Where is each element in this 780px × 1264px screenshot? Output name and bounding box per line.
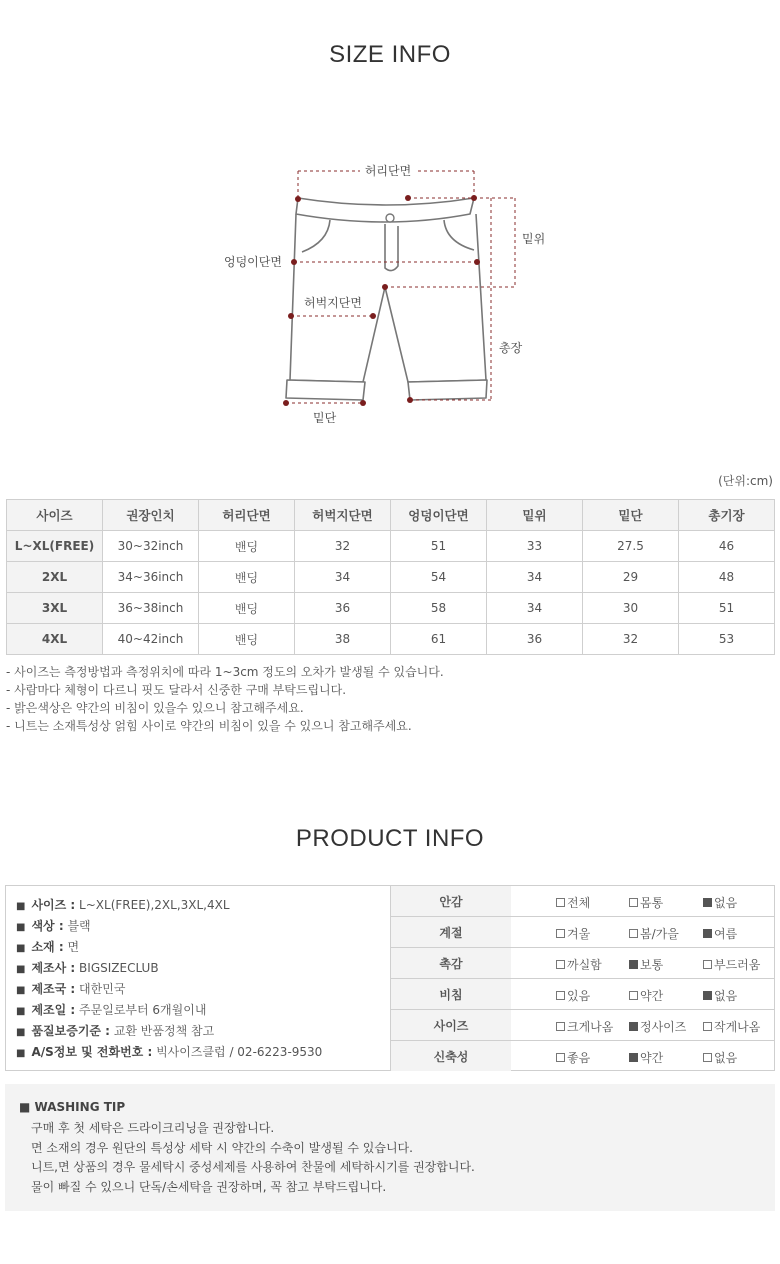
unchecked-box-icon <box>629 929 638 938</box>
size-info-title: SIZE INFO <box>329 41 451 68</box>
spec-value: 주문일로부터 6개월이내 <box>79 1003 207 1017</box>
table-cell: 38 <box>295 624 391 655</box>
shorts-measurement-diagram <box>0 150 780 440</box>
attribute-row <box>391 948 774 979</box>
option-label: 크게나옴 <box>567 1020 614 1034</box>
table-cell: 27.5 <box>583 531 679 562</box>
bullet-square-icon: ■ <box>16 964 26 975</box>
attribute-options <box>511 917 774 948</box>
option-label: 겨울 <box>567 927 591 941</box>
attribute-option <box>629 894 663 911</box>
bullet-square-icon: ■ <box>16 922 26 933</box>
bullet-square-icon: ■ <box>16 985 26 996</box>
option-label: 정사이즈 <box>640 1020 687 1034</box>
spec-key: 제조사 : <box>31 961 76 975</box>
table-cell: 34 <box>487 593 583 624</box>
unchecked-box-icon <box>703 1022 712 1031</box>
col-hem: 밑단 <box>583 500 679 531</box>
option-label: 없음 <box>714 989 738 1003</box>
size-notes <box>6 663 444 735</box>
spec-value: 교환 반품정책 참고 <box>113 1024 215 1038</box>
table-row <box>7 593 775 624</box>
size-table <box>6 499 775 655</box>
attribute-option <box>703 1018 760 1035</box>
attribute-option <box>556 894 590 911</box>
product-attribute-table <box>391 886 774 1071</box>
spec-key: 사이즈 : <box>31 898 76 912</box>
label-thigh: 허벅지단면 <box>304 296 362 310</box>
unchecked-box-icon <box>703 1053 712 1062</box>
table-cell: 34 <box>295 562 391 593</box>
attribute-option <box>629 987 663 1004</box>
table-cell: 61 <box>391 624 487 655</box>
option-label: 작게나옴 <box>714 1020 761 1034</box>
attribute-option <box>556 956 602 973</box>
bullet-square-icon: ■ <box>16 1048 26 1059</box>
spec-key: 제조국 : <box>31 982 76 996</box>
table-cell: 29 <box>583 562 679 593</box>
bullet-square-icon: ■ <box>16 901 26 912</box>
table-cell: 밴딩 <box>199 562 295 593</box>
attribute-option <box>703 894 737 911</box>
unchecked-box-icon <box>703 960 712 969</box>
option-label: 봄/가을 <box>640 927 679 941</box>
table-cell: 36~38inch <box>103 593 199 624</box>
bullet-square-icon: ■ <box>16 943 26 954</box>
attribute-option <box>629 956 663 973</box>
spec-line <box>6 1000 390 1021</box>
attribute-row <box>391 1010 774 1041</box>
washing-tip-title: ■ WASHING TIP <box>19 1100 126 1114</box>
attribute-option <box>703 1049 737 1066</box>
attribute-label: 신축성 <box>391 1041 511 1072</box>
checked-box-icon <box>629 1053 638 1062</box>
col-hip: 엉덩이단면 <box>391 500 487 531</box>
option-label: 있음 <box>567 989 591 1003</box>
attribute-options <box>511 1041 774 1072</box>
spec-value: 빅사이즈클럽 / 02-6223-9530 <box>156 1045 323 1059</box>
table-cell: 36 <box>487 624 583 655</box>
washing-tip-lines <box>31 1119 475 1197</box>
unchecked-box-icon <box>556 960 565 969</box>
table-cell: 53 <box>679 624 775 655</box>
product-info-box <box>5 885 775 1071</box>
attribute-row <box>391 886 774 917</box>
attribute-options <box>511 948 774 979</box>
unchecked-box-icon <box>629 991 638 1000</box>
unchecked-box-icon <box>556 1022 565 1031</box>
label-rise: 밑위 <box>522 232 546 246</box>
table-cell: 밴딩 <box>199 624 295 655</box>
note-line: - 니트는 소재특성상 얽힘 사이로 약간의 비침이 있을 수 있으니 참고해주세요. <box>6 719 412 733</box>
attribute-option <box>556 1049 590 1066</box>
label-hip: 엉덩이단면 <box>224 255 282 269</box>
col-rise: 밑위 <box>487 500 583 531</box>
option-label: 없음 <box>714 896 738 910</box>
spec-key: 소재 : <box>31 940 64 954</box>
col-waist: 허리단면 <box>199 500 295 531</box>
table-cell: 36 <box>295 593 391 624</box>
spec-value: L~XL(FREE),2XL,3XL,4XL <box>79 898 230 912</box>
table-cell: 40~42inch <box>103 624 199 655</box>
attribute-option <box>703 925 737 942</box>
table-cell: 54 <box>391 562 487 593</box>
attribute-options <box>511 1010 774 1041</box>
col-thigh: 허벅지단면 <box>295 500 391 531</box>
spec-key: 제조일 : <box>31 1003 76 1017</box>
attribute-option <box>556 987 590 1004</box>
spec-line <box>6 958 390 979</box>
table-cell: 46 <box>679 531 775 562</box>
attribute-options <box>511 979 774 1010</box>
option-label: 여름 <box>714 927 738 941</box>
spec-line <box>6 916 390 937</box>
table-cell: 30 <box>583 593 679 624</box>
table-cell: 4XL <box>7 624 103 655</box>
spec-line <box>6 1021 390 1042</box>
table-cell: 밴딩 <box>199 531 295 562</box>
option-label: 전체 <box>567 896 591 910</box>
attribute-label: 촉감 <box>391 948 511 979</box>
attribute-label: 비침 <box>391 979 511 1010</box>
option-label: 까실함 <box>567 958 602 972</box>
col-length: 총기장 <box>679 500 775 531</box>
option-label: 좋음 <box>567 1051 591 1065</box>
note-line: - 사람마다 체형이 다르니 핏도 달라서 신중한 구매 부탁드립니다. <box>6 683 347 697</box>
attribute-option <box>629 1049 663 1066</box>
option-label: 부드러움 <box>714 958 761 972</box>
unchecked-box-icon <box>556 991 565 1000</box>
note-line: - 사이즈는 측정방법과 측정위치에 따라 1~3cm 정도의 오차가 발생될 수 있습니다. <box>6 665 444 679</box>
table-cell: 30~32inch <box>103 531 199 562</box>
attribute-option <box>629 925 679 942</box>
attribute-options <box>511 886 774 917</box>
attribute-option <box>629 1018 686 1035</box>
unchecked-box-icon <box>556 929 565 938</box>
option-label: 몸통 <box>640 896 664 910</box>
bullet-square-icon: ■ <box>16 1027 26 1038</box>
table-cell: 33 <box>487 531 583 562</box>
spec-line <box>6 1042 390 1063</box>
col-size: 사이즈 <box>7 500 103 531</box>
option-label: 없음 <box>714 1051 738 1065</box>
table-cell: 48 <box>679 562 775 593</box>
attribute-option <box>556 1018 613 1035</box>
table-cell: 34~36inch <box>103 562 199 593</box>
option-label: 약간 <box>640 989 664 1003</box>
spec-value: 대한민국 <box>79 982 126 996</box>
option-label: 약간 <box>640 1051 664 1065</box>
table-cell: 51 <box>679 593 775 624</box>
attribute-label: 안감 <box>391 886 511 917</box>
table-cell: L~XL(FREE) <box>7 531 103 562</box>
table-cell: 밴딩 <box>199 593 295 624</box>
checked-box-icon <box>703 991 712 1000</box>
checked-box-icon <box>703 929 712 938</box>
table-row <box>7 562 775 593</box>
spec-value: 면 <box>67 940 80 954</box>
label-waist: 허리단면 <box>364 164 412 178</box>
label-length: 총장 <box>499 341 523 355</box>
washing-tip-line: 니트,면 상품의 경우 물세탁시 중성세제를 사용하여 찬물에 세탁하시기를 권장합니다. <box>31 1160 475 1174</box>
attribute-label: 계절 <box>391 917 511 948</box>
attribute-row <box>391 979 774 1010</box>
checked-box-icon <box>703 898 712 907</box>
label-hem: 밑단 <box>313 411 337 425</box>
washing-tip-line: 면 소재의 경우 원단의 특성상 세탁 시 약간의 수축이 발생될 수 있습니다. <box>31 1140 413 1155</box>
table-cell: 2XL <box>7 562 103 593</box>
spec-line <box>6 979 390 1000</box>
product-info-title: PRODUCT INFO <box>295 825 485 852</box>
table-cell: 3XL <box>7 593 103 624</box>
attribute-label: 사이즈 <box>391 1010 511 1041</box>
table-cell: 58 <box>391 593 487 624</box>
washing-tip-box <box>5 1084 775 1211</box>
spec-key: 색상 : <box>31 919 64 933</box>
unchecked-box-icon <box>556 898 565 907</box>
attribute-option <box>703 987 737 1004</box>
attribute-option <box>703 956 760 973</box>
note-line: - 밝은색상은 약간의 비침이 있을수 있으니 참고해주세요. <box>6 701 304 715</box>
spec-line <box>6 937 390 958</box>
bullet-square-icon: ■ <box>16 1006 26 1017</box>
table-cell: 34 <box>487 562 583 593</box>
table-cell: 51 <box>391 531 487 562</box>
product-spec-list <box>6 886 391 1070</box>
option-label: 보통 <box>640 958 664 972</box>
spec-line <box>6 895 390 916</box>
checked-box-icon <box>629 960 638 969</box>
attribute-row <box>391 917 774 948</box>
table-row <box>7 624 775 655</box>
table-cell: 32 <box>583 624 679 655</box>
washing-tip-line: 물이 빠질 수 있으니 단독/손세탁을 권장하며, 꼭 참고 부탁드립니다. <box>31 1179 387 1194</box>
unit-label: (단위:cm) <box>718 474 773 488</box>
spec-key: 품질보증기준 : <box>31 1024 110 1038</box>
size-table-header <box>7 500 775 531</box>
unchecked-box-icon <box>556 1053 565 1062</box>
spec-value: 블랙 <box>67 919 91 933</box>
unchecked-box-icon <box>629 898 638 907</box>
attribute-row <box>391 1041 774 1072</box>
table-row <box>7 531 775 562</box>
col-inch: 권장인치 <box>103 500 199 531</box>
attribute-option <box>556 925 590 942</box>
checked-box-icon <box>629 1022 638 1031</box>
spec-key: A/S정보 및 전화번호 : <box>31 1045 153 1059</box>
table-cell: 32 <box>295 531 391 562</box>
spec-value: BIGSIZECLUB <box>79 961 159 975</box>
washing-tip-line: 구매 후 첫 세탁은 드라이크리닝을 권장합니다. <box>31 1121 275 1135</box>
